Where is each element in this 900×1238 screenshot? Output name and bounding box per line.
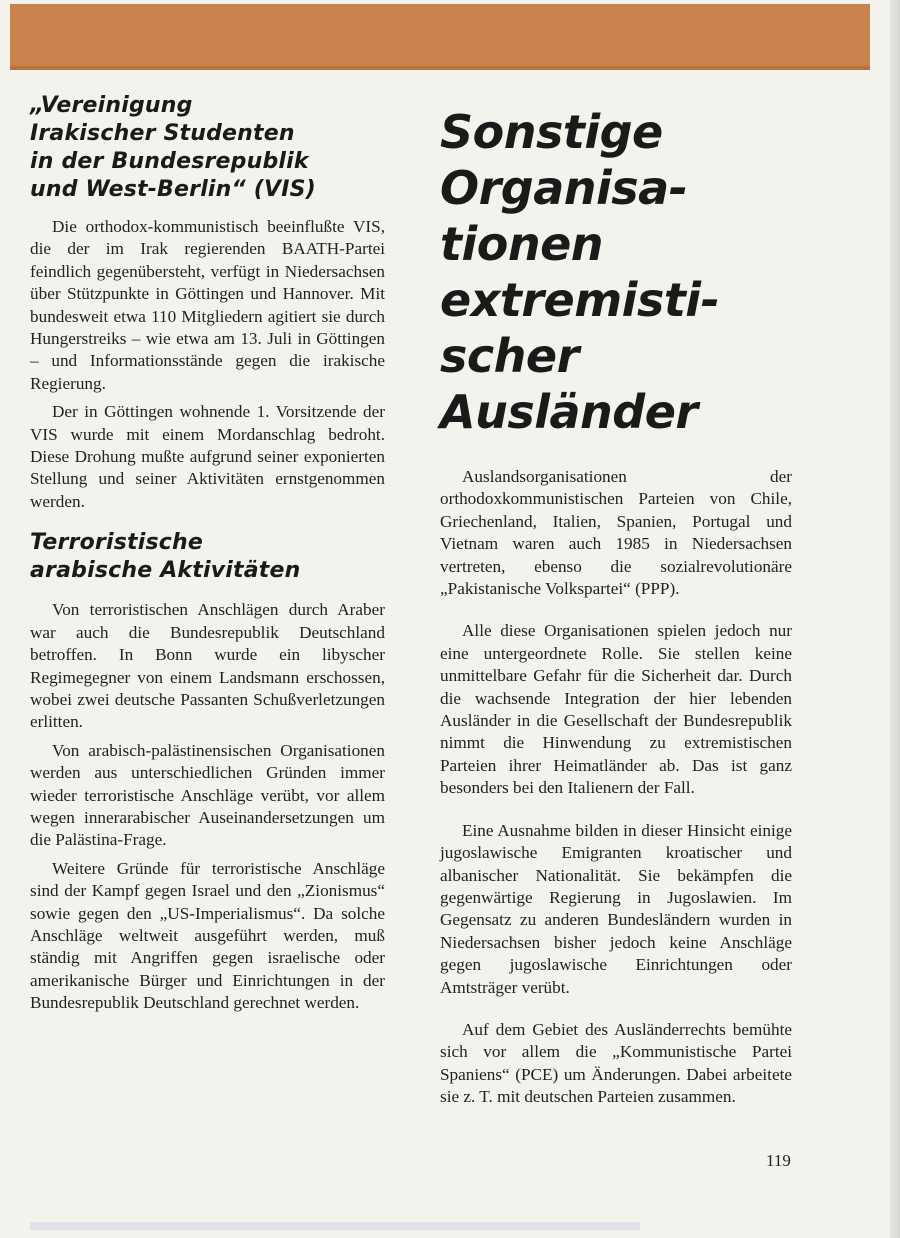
paragraph: Der in Göttingen wohnende 1. Vorsitzende der VIS wurde mit einem Mordanschlag bedroht. Diese Drohung mußte aufgrund seiner exponierten Stellung und seiner Aktivitäten ernstgenommen werden.: [30, 402, 385, 511]
heading-sonstige: Sonstige Organisa- tionen extremisti- scher Ausländer: [440, 105, 720, 439]
paragraph: Auf dem Gebiet des Ausländerrechts bemühte sich vor allem die „Kommunistische Partei Spaniens“ (PCE) um Änderungen. Dabei arbeitete sie z. T. mit deutschen Parteien zusammen.: [440, 1019, 792, 1107]
page-edge-right: [890, 0, 900, 1238]
left-column: [30, 92, 385, 1015]
paragraph: Auslandsorganisationen der orthodoxkommunistischen Parteien von Chile, Griechenland, Italien, Spanien, Portugal und Vietnam waren auch 1985 in Niedersachsen vertreten, ebenso die sozialrevolutionäre „Pakistanische Volkspartei“ (PPP).: [440, 467, 792, 599]
paragraph: Weitere Gründe für terroristische Anschläge sind der Kampf gegen Israel und den „Zionismus“ sowie gegen den „US-Imperialismus“. Da solche Anschläge weltweit ausgeführt werden, muß ständig mit Angriffen gegen israelische oder amerikanische Bürger und Einrichtungen in der Bundesrepublik Deutschland gerechnet werden.: [30, 858, 385, 1013]
top-color-band: [10, 4, 870, 70]
right-column: [440, 100, 792, 1109]
paragraph: Die orthodox-kommunistisch beeinflußte VIS, die der im Irak regierenden BAATH-Partei feindlich gegenübersteht, verfügt in Niedersachsen über Stützpunkte in Göttingen und Hannover. Mit bundesweit etwa 110 Mitgliedern agitiert sie durch Hungerstreiks – wie etwa am 13. Juli in Göttingen – und Informationsstände gegen die irakische Regierung.: [30, 217, 385, 393]
heading-vis: „Vereinigung Irakischer Studenten in der Bundesrepublik und West-Berlin“ (VIS): [30, 93, 316, 202]
page-edge-bottom: [30, 1222, 640, 1230]
heading-terror: Terroristische arabische Aktivitäten: [30, 530, 301, 584]
paragraph: Von arabisch-palästinensischen Organisationen werden aus unterschiedlichen Gründen immer wieder terroristische Anschläge verübt, vor allem wegen innerarabischer Auseinandersetzungen um die Palästina-Frage.: [30, 740, 385, 850]
paragraph: Von terroristischen Anschlägen durch Araber war auch die Bundesrepublik Deutschland betroffen. In Bonn wurde ein libyscher Regimegegner von einem Landsmann erschossen, wobei zwei deutsche Passanten Schußverletzungen erlitten.: [30, 600, 385, 732]
page-number: 119: [766, 1151, 791, 1170]
paragraph: Alle diese Organisationen spielen jedoch nur eine untergeordnete Rolle. Sie stellen keine unmittelbare Gefahr für die Sicherheit dar. Durch die wachsende Integration der hier lebenden Ausländer in die Gesellschaft der Bundesrepublik nimmt die Hinwendung zu extremistischen Parteien ihrer Heimatländer ab. Das ist ganz besonders bei den Italienern der Fall.: [440, 621, 792, 798]
paragraph: Eine Ausnahme bilden in dieser Hinsicht einige jugoslawische Emigranten kroatischer und albanischer Nationalität. Sie bekämpfen die gegenwärtige Regierung in Jugoslawien. Im Gegensatz zu anderen Bundesländern wurden in Niedersachsen bisher jedoch keine Anschläge gegen jugoslawische Einrichtungen oder Amtsträger verübt.: [440, 820, 792, 997]
